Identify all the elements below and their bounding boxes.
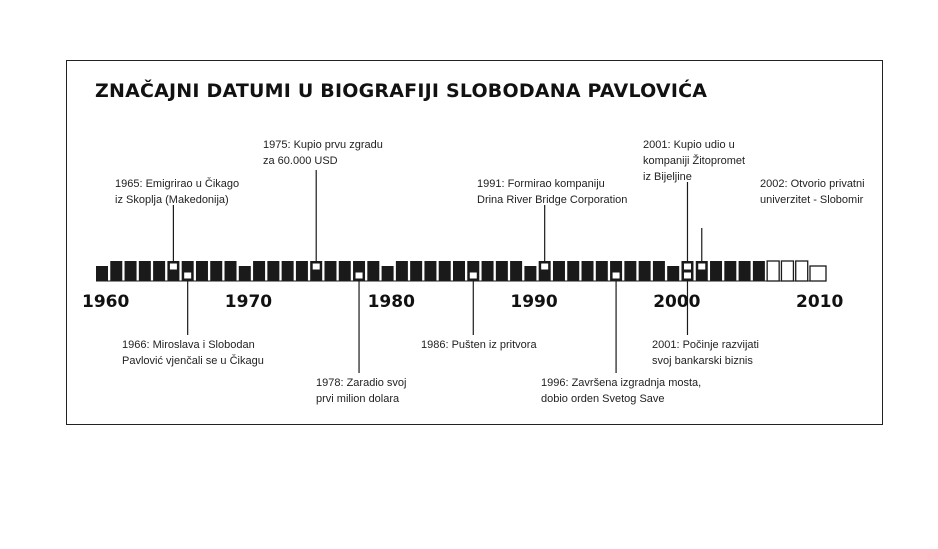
event-2002: 2002: Otvorio privatni univerzitet - Slobomir [760, 178, 865, 206]
year-tick-1969 [225, 261, 237, 281]
event-marker-1965-0 [169, 263, 177, 270]
year-tick-2009 [796, 261, 808, 281]
year-tick-1976 [324, 261, 336, 281]
year-tick-1981 [396, 261, 408, 281]
year-tick-1992 [553, 261, 565, 281]
year-tick-1961 [110, 261, 122, 281]
year-tick-1989 [510, 261, 522, 281]
year-tick-2006 [753, 261, 765, 281]
event-marker-1966-1 [184, 272, 192, 279]
event-marker-2002-9 [698, 263, 706, 270]
event-marker-1978-3 [355, 272, 363, 279]
year-ticks [96, 261, 826, 281]
year-tick-1964 [153, 261, 165, 281]
event-marker-1975-2 [312, 263, 320, 270]
event-2001-banking: 2001: Počinje razvijati svoj bankarski biznis [652, 339, 760, 367]
decade-label-1980: 1980 [367, 292, 415, 312]
year-tick-1977 [339, 261, 351, 281]
event-1965: 1965: Emigrirao u Čikago iz Skoplja (Makedonija) [115, 178, 240, 206]
year-tick-1973 [282, 261, 294, 281]
event-marker-1996-6 [612, 272, 620, 279]
diagram-title: ZNAČAJNI DATUMI U BIOGRAFIJI SLOBODANA PAVLOVIĆA [95, 80, 708, 102]
year-tick-1979 [367, 261, 379, 281]
event-marker-2001-7 [683, 263, 691, 270]
event-2001-zitopromet: 2001: Kupio udio u kompaniji Žitopromet iz Bijeljine [643, 139, 746, 183]
year-tick-1967 [196, 261, 208, 281]
year-tick-1960 [96, 266, 108, 281]
decade-label-2000: 2000 [653, 292, 701, 312]
year-tick-1998 [639, 261, 651, 281]
event-1975: 1975: Kupio prvu zgradu za 60.000 USD [263, 139, 383, 167]
event-1978: 1978: Zaradio svoj prvi milion dolara [316, 377, 407, 405]
year-tick-1990 [524, 266, 536, 281]
year-tick-1984 [439, 261, 451, 281]
year-tick-1995 [596, 261, 608, 281]
year-tick-1974 [296, 261, 308, 281]
event-1986: 1986: Pušten iz pritvora [421, 339, 537, 351]
year-tick-2010 [810, 266, 826, 281]
year-tick-2004 [724, 261, 736, 281]
year-tick-2005 [739, 261, 751, 281]
event-1996: 1996: Završena izgradnja mosta, dobio orden Svetog Save [541, 377, 702, 405]
decade-label-1990: 1990 [510, 292, 558, 312]
year-tick-1980 [382, 266, 394, 281]
year-tick-1997 [624, 261, 636, 281]
event-marker-1991-5 [541, 263, 549, 270]
year-tick-1963 [139, 261, 151, 281]
year-tick-1970 [239, 266, 251, 281]
year-tick-1962 [125, 261, 137, 281]
year-tick-2003 [710, 261, 722, 281]
year-tick-1993 [567, 261, 579, 281]
year-tick-2000 [667, 266, 679, 281]
year-tick-1987 [482, 261, 494, 281]
event-1991: 1991: Formirao kompaniju Drina River Bridge Corporation [477, 178, 628, 206]
year-tick-1972 [267, 261, 279, 281]
year-tick-2007 [767, 261, 779, 281]
event-marker-2001-8 [683, 272, 691, 279]
year-tick-1994 [582, 261, 594, 281]
event-marker-1986-4 [469, 272, 477, 279]
decade-label-1970: 1970 [224, 292, 273, 312]
event-1966: 1966: Miroslava i Slobodan Pavlović vjenčali se u Čikagu [122, 339, 264, 367]
decade-labels [82, 292, 843, 312]
decade-label-2010: 2010 [796, 292, 844, 312]
year-tick-1983 [424, 261, 436, 281]
year-tick-1999 [653, 261, 665, 281]
year-tick-2008 [781, 261, 793, 281]
year-tick-1985 [453, 261, 465, 281]
year-tick-1971 [253, 261, 265, 281]
year-tick-1968 [210, 261, 222, 281]
year-tick-1982 [410, 261, 422, 281]
decade-label-1960: 1960 [82, 292, 130, 312]
year-tick-1988 [496, 261, 508, 281]
